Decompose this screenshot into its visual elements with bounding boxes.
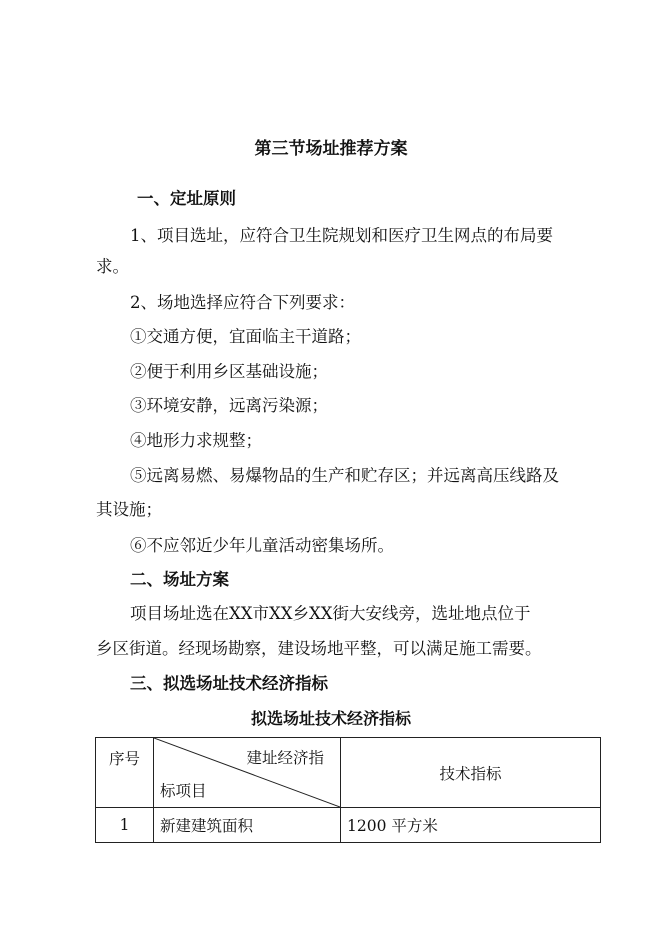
header-no — [96, 738, 154, 808]
heading-tech-indicators: 三、拟选场址技术经济指标 — [130, 674, 328, 693]
paragraph-1-line-1: 1、项目选址，应符合卫生院规划和医疗卫生网点的布局要 — [130, 226, 553, 245]
paragraph-2: 2、场地选择应符合下列要求： — [130, 293, 355, 312]
site-paragraph-line-1: 项目场址选在XX市XX乡XX街大安线旁，选址地点位于 — [130, 604, 531, 623]
tech-indicator-table — [95, 737, 601, 843]
row-item: 新建建筑面积 — [154, 808, 341, 843]
table-row — [96, 808, 601, 843]
header-tech — [341, 738, 601, 808]
header-no-label: 序号 — [108, 750, 140, 768]
section-title: 第三节场址推荐方案 — [254, 139, 408, 159]
table-header-row — [96, 738, 601, 808]
list-item-6: ⑥不应邻近少年儿童活动密集场所。 — [130, 536, 394, 555]
row-no: 1 — [96, 808, 154, 843]
row-value: 1200 平方米 — [341, 808, 601, 843]
list-item-4: ④地形力求规整； — [130, 431, 262, 450]
header-diag-top: 建址经济指 — [246, 749, 324, 767]
list-item-1: ①交通方便，宜面临主干道路； — [130, 327, 361, 346]
paragraph-1-line-2: 求。 — [96, 257, 129, 276]
header-tech-label: 技术指标 — [439, 764, 502, 783]
site-paragraph-line-2: 乡区街道。经现场勘察，建设场地平整，可以满足施工需要。 — [96, 639, 542, 658]
table-caption: 拟选场址技术经济指标 — [250, 709, 411, 728]
heading-site-principles: 一、定址原则 — [137, 189, 236, 208]
header-diagonal-cell — [154, 738, 341, 808]
header-diag-bottom: 标项目 — [160, 782, 207, 800]
list-item-2: ②便于利用乡区基础设施； — [130, 362, 328, 381]
heading-site-plan: 二、场址方案 — [130, 570, 229, 589]
list-item-5-line-2: 其设施； — [96, 500, 162, 519]
list-item-5-line-1: ⑤远离易燃、易爆物品的生产和贮存区；并远离高压线路及 — [130, 466, 559, 485]
list-item-3: ③环境安静，远离污染源； — [130, 396, 328, 415]
